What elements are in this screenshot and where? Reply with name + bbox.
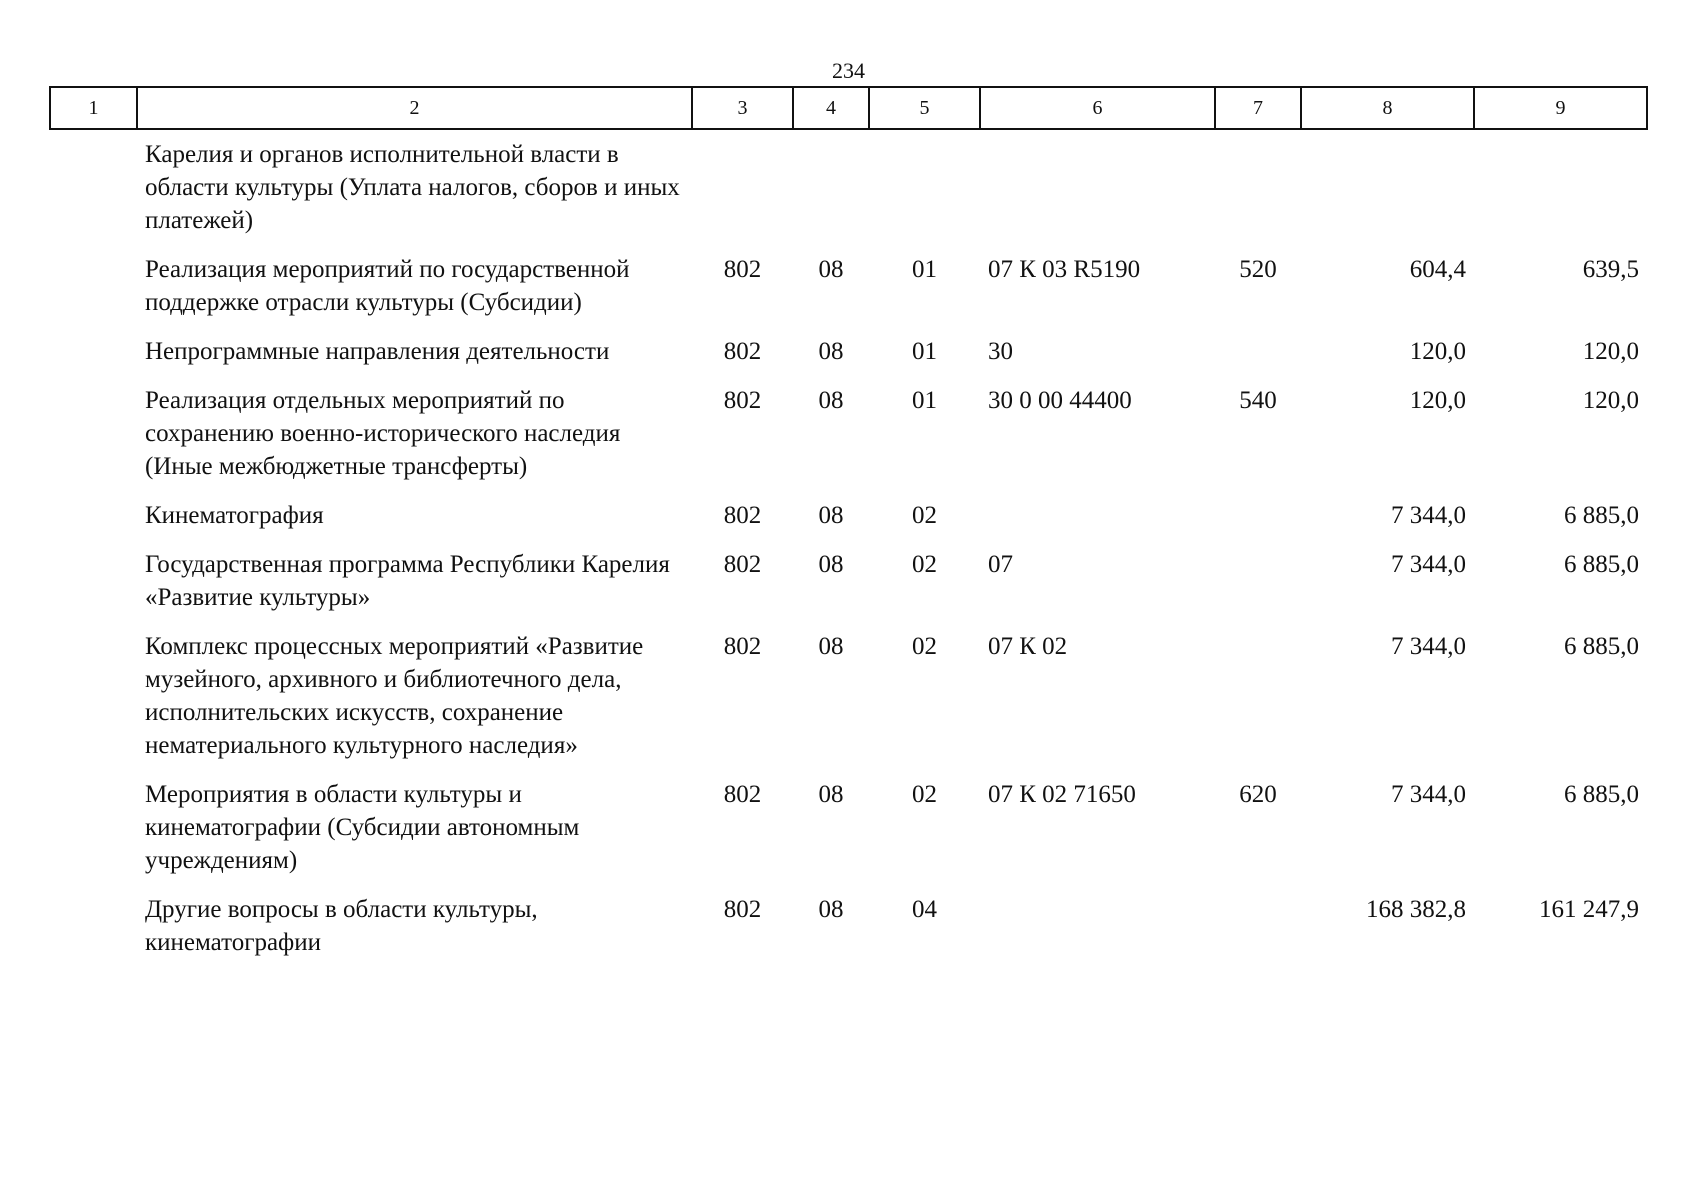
row-podrazdel: 04 [912,896,937,923]
row-name: Карелия и органов исполнительной власти в области культуры (Уплата налогов, сборов и иных платежей) [145,141,680,234]
row-sum-year1: 120,0 [1409,338,1466,365]
row-razdel: 08 [818,387,844,414]
row-expense-type: 520 [1239,256,1277,283]
row-sum-year1: 7 344,0 [1391,502,1466,529]
row-sum-year2: 639,5 [1582,256,1639,283]
table-row [50,335,1647,384]
row-podrazdel: 01 [912,338,937,365]
table-row [50,499,1647,548]
row-grbs [692,129,793,253]
row-sum-year2: 161 247,9 [1539,896,1639,923]
row-target-article: 07 К 03 R5190 [988,256,1141,283]
row-expense-type: 620 [1239,781,1277,808]
row-podrazdel: 02 [912,781,937,808]
table-header [50,87,1647,129]
column-header: 2 [137,87,692,129]
row-target-article: 07 [988,551,1013,578]
row-razdel: 08 [818,551,844,578]
row-grbs: 802 [723,781,762,808]
row-target-article [980,129,1215,253]
row-number-cell [50,253,137,335]
row-grbs: 802 [723,502,762,529]
row-razdel: 08 [818,502,844,529]
row-name: Государственная программа Республики Карелия «Развитие культуры» [145,551,670,611]
table-row [50,384,1647,499]
table-row [50,253,1647,335]
row-name: Другие вопросы в области культуры, кинематографии [145,896,538,956]
budget-table [49,86,1648,975]
row-number-cell [50,630,137,778]
row-target-article [980,893,1215,975]
row-name: Реализация мероприятий по государственной поддержке отрасли культуры (Субсидии) [145,256,630,316]
row-sum-year1: 7 344,0 [1391,781,1466,808]
row-sum-year1: 7 344,0 [1391,633,1466,660]
column-header: 4 [793,87,869,129]
row-podrazdel: 01 [912,387,937,414]
row-target-article: 07 К 02 [988,633,1068,660]
table-row [50,893,1647,975]
row-grbs: 802 [723,338,762,365]
row-number-cell [50,129,137,253]
row-sum-year2: 120,0 [1582,338,1639,365]
column-header: 5 [869,87,980,129]
page-number: 234 [832,58,865,83]
row-expense-type: 540 [1239,387,1277,414]
row-podrazdel: 02 [912,502,937,529]
row-razdel: 08 [818,781,844,808]
row-sum-year2: 120,0 [1582,387,1639,414]
row-podrazdel: 01 [912,256,937,283]
row-number-cell [50,384,137,499]
row-sum-year1 [1301,129,1474,253]
row-sum-year2 [1474,129,1647,253]
column-header: 3 [692,87,793,129]
row-podrazdel: 02 [912,633,937,660]
column-header: 1 [50,87,137,129]
row-target-article: 07 К 02 71650 [988,781,1136,808]
row-razdel: 08 [818,633,844,660]
row-target-article [980,499,1215,548]
table-row [50,548,1647,630]
row-grbs: 802 [723,551,762,578]
row-razdel [793,129,869,253]
row-grbs: 802 [723,633,762,660]
row-expense-type [1215,893,1301,975]
row-number-cell [50,548,137,630]
table-row [50,630,1647,778]
table-body [50,129,1647,975]
row-razdel: 08 [818,896,844,923]
row-razdel: 08 [818,256,844,283]
row-grbs: 802 [723,896,762,923]
row-number-cell [50,778,137,893]
column-number-row [50,87,1647,129]
row-sum-year2: 6 885,0 [1564,551,1639,578]
row-name: Непрограммные направления деятельности [145,338,610,365]
row-grbs: 802 [723,387,762,414]
table-row [50,778,1647,893]
row-expense-type [1215,335,1301,384]
row-sum-year1: 120,0 [1409,387,1466,414]
row-expense-type [1215,499,1301,548]
row-grbs: 802 [723,256,762,283]
column-header: 8 [1301,87,1474,129]
row-expense-type [1215,129,1301,253]
row-sum-year2: 6 885,0 [1564,781,1639,808]
column-header: 6 [980,87,1215,129]
row-name: Комплекс процессных мероприятий «Развитие музейного, архивного и библиотечного дела, исполнительских искусств, сохранение нематериального культурного наследия» [145,633,644,759]
row-name: Кинематография [145,502,324,529]
row-sum-year1: 604,4 [1409,256,1466,283]
row-number-cell [50,499,137,548]
row-expense-type [1215,630,1301,778]
row-target-article: 30 0 00 44400 [988,387,1132,414]
row-podrazdel: 02 [912,551,937,578]
row-target-article: 30 [988,338,1013,365]
row-sum-year1: 168 382,8 [1366,896,1466,923]
row-number-cell [50,335,137,384]
table-row [50,129,1647,253]
column-header: 9 [1474,87,1647,129]
row-podrazdel [869,129,980,253]
row-name: Мероприятия в области культуры и кинематографии (Субсидии автономным учреждениям) [145,781,580,874]
row-sum-year2: 6 885,0 [1564,502,1639,529]
row-razdel: 08 [818,338,844,365]
column-header: 7 [1215,87,1301,129]
row-name: Реализация отдельных мероприятий по сохранению военно-исторического наследия (Иные межбюджетные трансферты) [145,387,621,480]
row-sum-year1: 7 344,0 [1391,551,1466,578]
row-sum-year2: 6 885,0 [1564,633,1639,660]
row-expense-type [1215,548,1301,630]
row-number-cell [50,893,137,975]
